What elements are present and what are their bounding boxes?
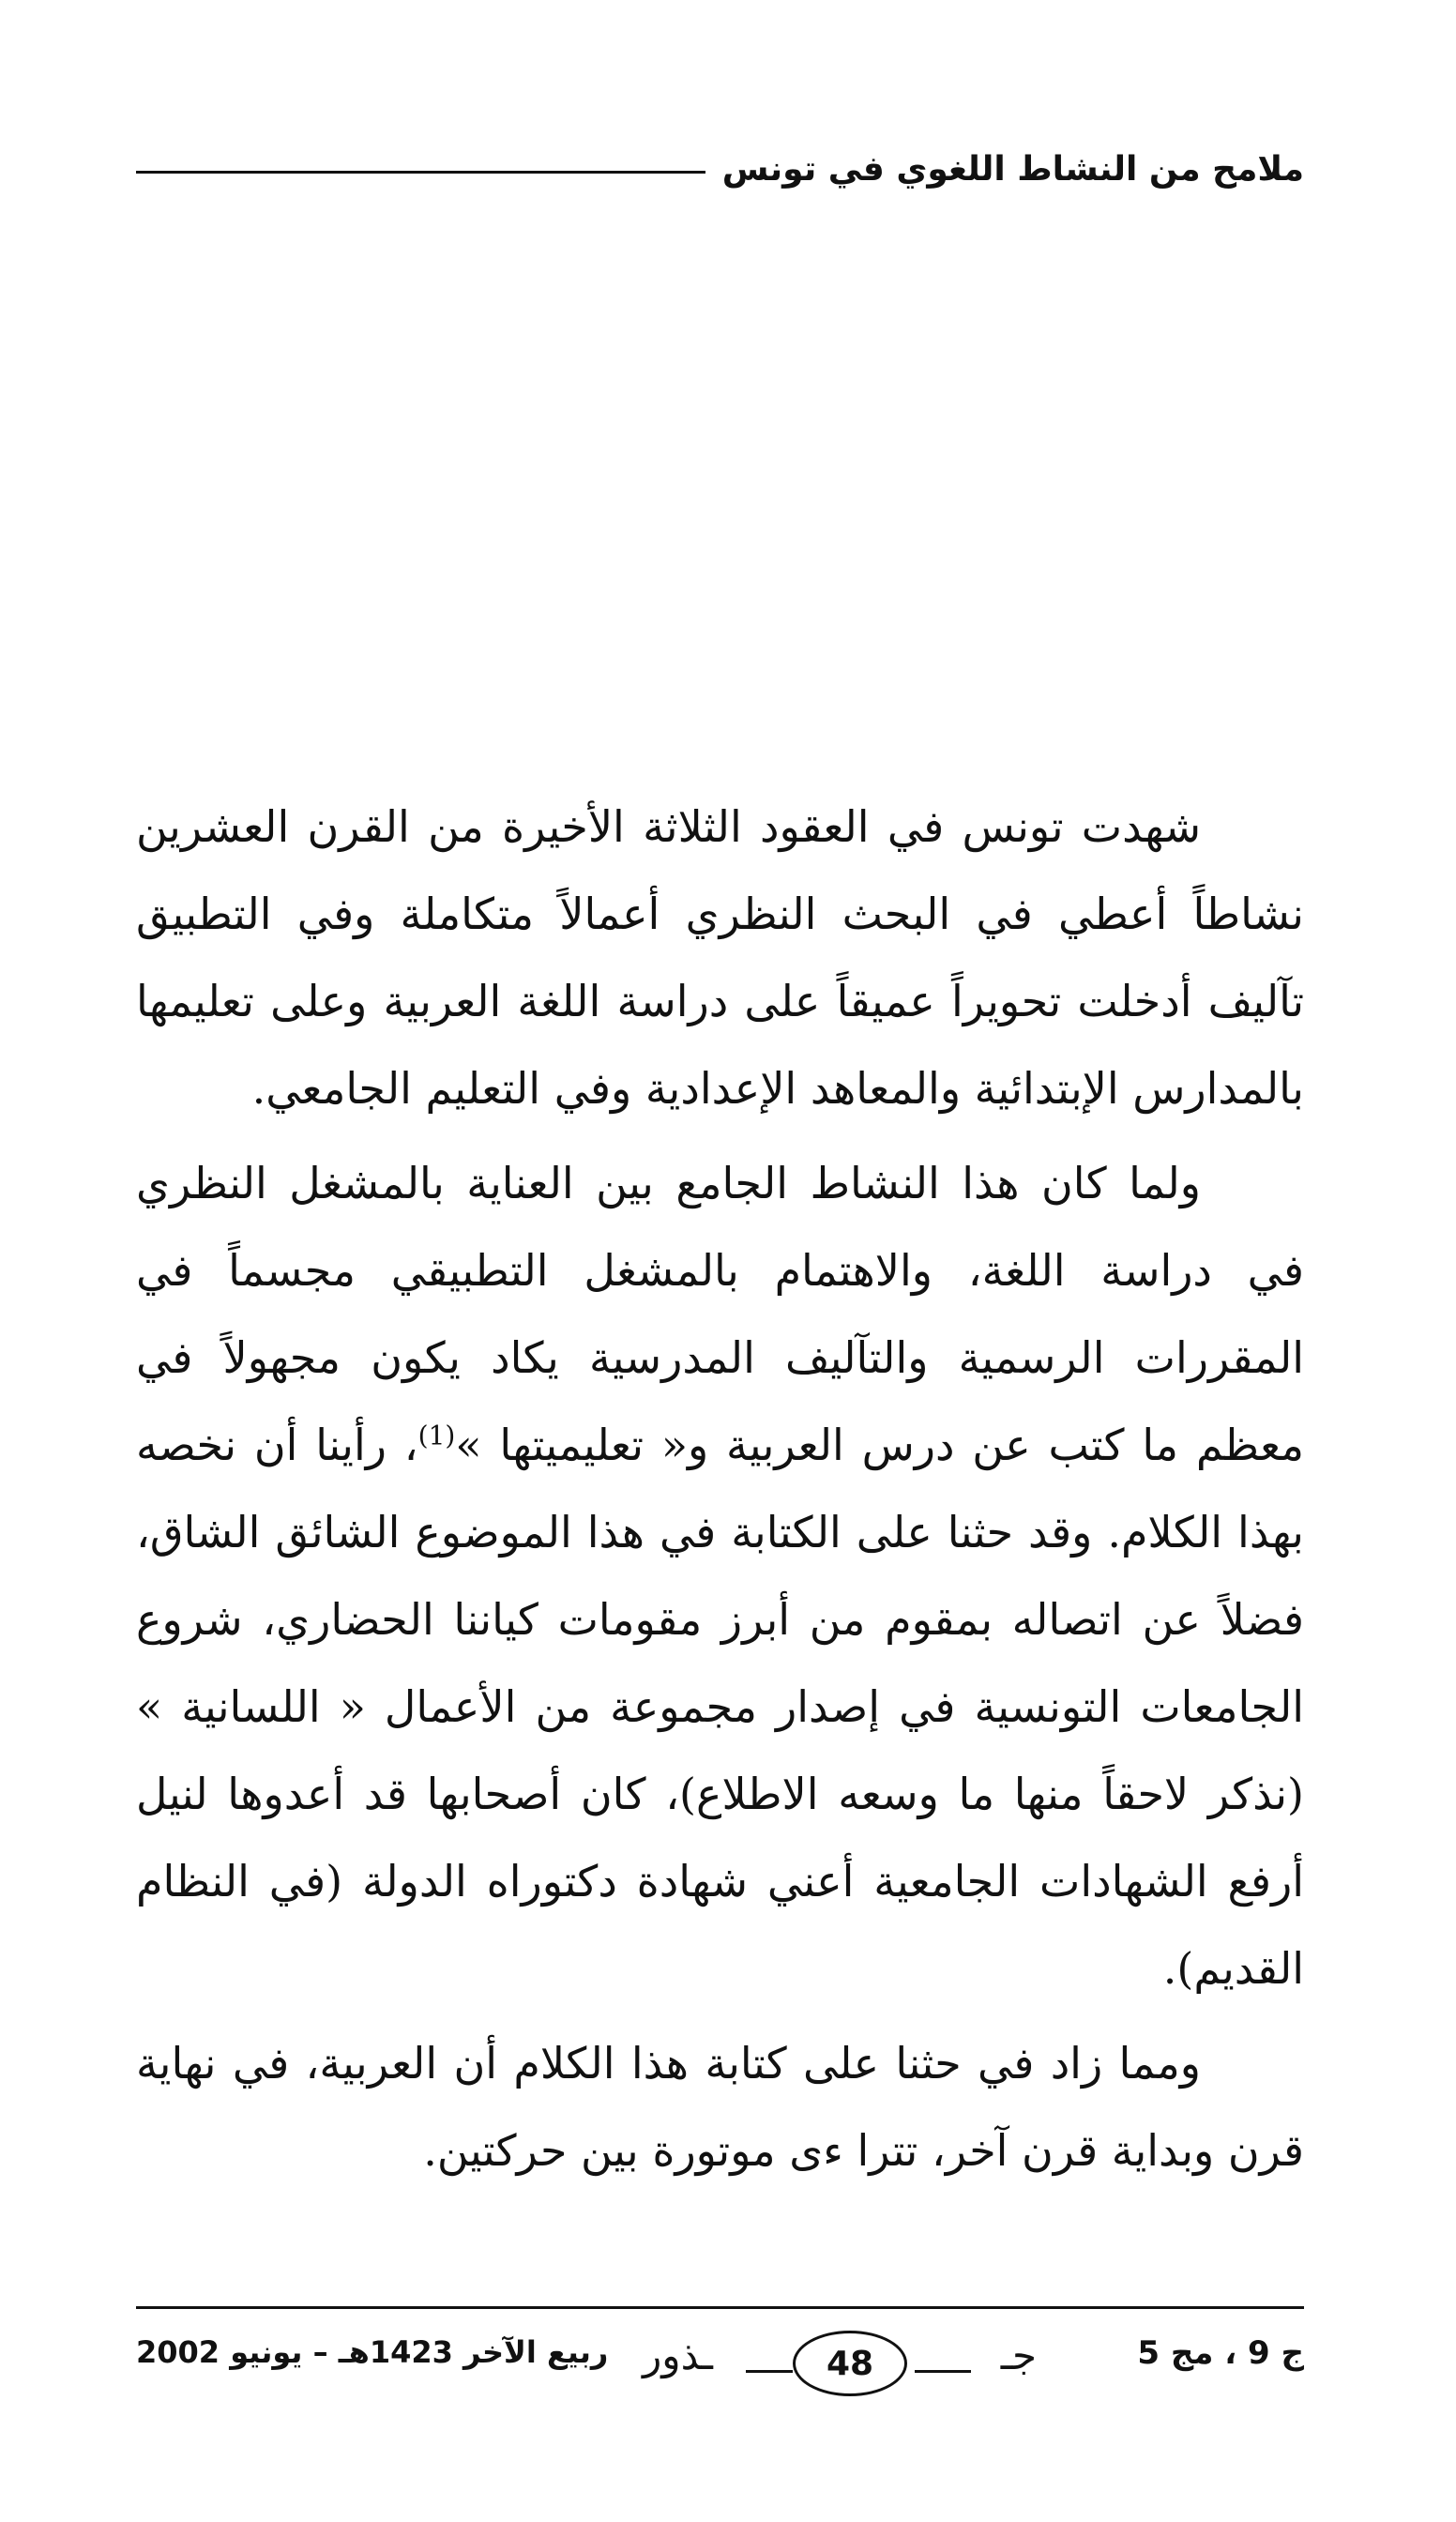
issue-date: ربيع الآخر 1423هـ – يونيو 2002 xyxy=(136,2334,609,2370)
paragraph-1: شهدت تونس في العقود الثلاثة الأخيرة من القرن العشرين نشاطاً أعطي في البحث النظري أعمالاً متكاملة وفي التطبيق تآليف أدخلت تحويراً عميقاً على دراسة اللغة العربية وعلى تعليمها بالمدارس الإبتدائية والمعاهد الإعدادية وفي التعليم الجامعي. xyxy=(136,801,1304,1114)
journal-line-left xyxy=(746,2370,793,2373)
journal-line-right xyxy=(915,2370,971,2373)
journal-name-left: ـذور xyxy=(643,2332,713,2378)
body-text xyxy=(136,783,1304,2202)
page-number: 48 xyxy=(793,2331,907,2396)
journal-mark xyxy=(643,2325,1037,2400)
paragraph-2 xyxy=(136,1140,1304,2013)
paragraph-2-part-2: ، رأينا أن نخصه بهذا الكلام. وقد حثنا على الكتابة في هذا الموضوع الشائق الشاق، فضلاً عن اتصاله بمقوم من أبرز مقومات كياننا الحضاري، شروع الجامعات التونسية في إصدار مجموعة من الأعمال « اللسانية » (نذكر لاحقاً منها ما وسعه الاطلاع)، كان أصحابها قد أعدوها لنيل أرفع الشهادات الجامعية أعني شهادة دكتوراه الدولة (في النظام القديم). xyxy=(136,1420,1304,1994)
header-title: ملامح من النشاط اللغوي في تونس xyxy=(721,149,1304,189)
page-footer xyxy=(136,2325,1304,2400)
footer-rule xyxy=(136,2306,1304,2309)
paragraph-2-part-1: ولما كان هذا النشاط الجامع بين العناية بالمشغل النظري في دراسة اللغة، والاهتمام بالمشغل التطبيقي مجسماً في المقررات الرسمية والتآليف المدرسية يكاد يكون مجهولاً في معظم ما كتب عن درس العربية و« تعليميتها » xyxy=(136,1158,1304,1470)
issue-info: ج 9 ، مج 5 xyxy=(1137,2334,1304,2372)
header-rule xyxy=(136,171,705,174)
footnote-marker: (1) xyxy=(417,1420,456,1451)
journal-name-right: جـ xyxy=(1000,2332,1037,2378)
paragraph-3: ومما زاد في حثنا على كتابة هذا الكلام أن العربية، في نهاية قرن وبداية قرن آخر، تترا ءى موتورة بين حركتين. xyxy=(136,2038,1304,2176)
running-header xyxy=(136,141,1304,197)
